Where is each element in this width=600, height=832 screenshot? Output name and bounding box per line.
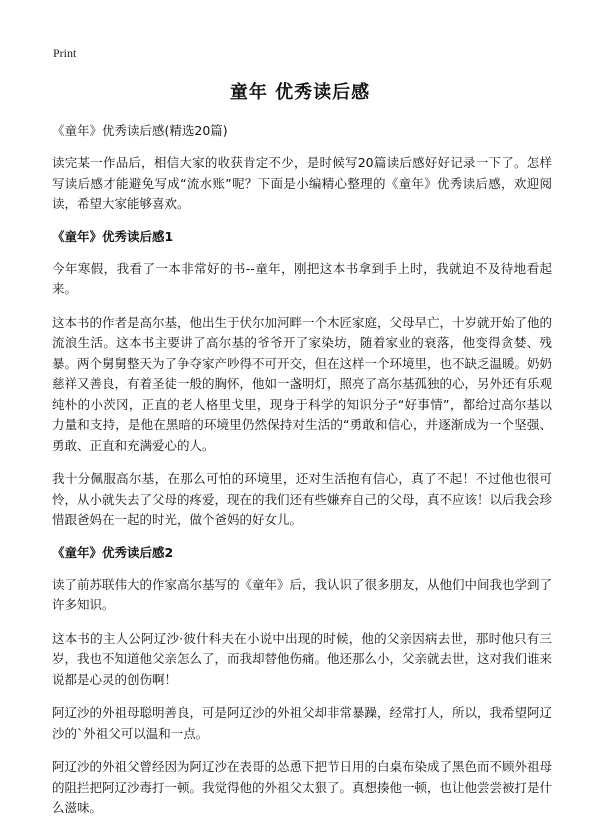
paragraph: 读了前苏联伟大的作家高尔基写的《童年》后，我认识了很多朋友，从他们中间我也学到了许多知识。 [52, 576, 553, 612]
section-heading: 《童年》优秀读后感1 [52, 228, 174, 244]
paragraph: 阿辽沙的外祖母聪明善良，可是阿辽沙的外祖父却非常暴躁，经常打人，所以，我希望阿辽沙的`外祖父可以温和一点。 [52, 705, 553, 741]
intro-paragraph: 读完某一作品后，相信大家的收获肯定不少，是时候写20篇读后感好好记录一下了。怎样写读后感才能避免写成“流水账”呢？下面是小编精心整理的《童年》优秀读后感，欢迎阅读，希望大家能够喜欢。 [52, 155, 552, 211]
paragraph: 今年寒假，我看了一本非常好的书--童年，刚把这本书拿到手上时，我就迫不及待地看起来。 [52, 260, 552, 296]
paragraph: 我十分佩服高尔基，在那么可怕的环境里，还对生活抱有信心，真了不起！不过他也很可怜，从小就失去了父母的疼爱，现在的我们还有些嫌弃自己的父母，真不应该！以后我会珍惜跟爸妈在一起的时光，做个爸妈的好女儿。 [52, 471, 553, 527]
page-title: 童年 优秀读后感 [229, 82, 371, 103]
section-heading: 《童年》优秀读后感2 [52, 544, 174, 560]
paragraph: 这本书的主人公阿辽沙·彼什科夫在小说中出现的时候，他的父亲因病去世，那时他只有三岁，我也不知道他父亲怎么了，而我却替他伤痛。他还那么小，父亲就去世，这对我们谁来说都是心灵的创伤啊！ [52, 630, 553, 687]
article-subtitle: 《童年》优秀读后感(精选20篇) [52, 123, 228, 138]
paragraph: 这本书的作者是高尔基，他出生于伏尔加河畔一个木匠家庭，父母早亡，十岁就开始了他的流浪生活。这本书主要讲了高尔基的爷爷开了家染坊，随着家业的衰落，他变得贪婪、残暴。两个舅舅整天为了争夺家产吵得不可开交，但在这样一个环境里，也不缺乏温暖。奶奶慈祥又善良，有着圣徒一般的胸怀，他如一盏明灯，照亮了高尔基孤独的心，另外还有乐观纯朴的小茨冈，正直的老人格里戈里，现身于科学的知识分子“好事情”，都给过高尔基以力量和支持，是他在黑暗的环境里仍然保持对生活的“勇敢和信心，并逐渐成为一个坚强、勇敢、正直和充满爱心的人。 [52, 314, 553, 453]
print-link[interactable]: Print [53, 46, 77, 60]
paragraph: 阿辽沙的外祖父曾经因为阿辽沙在表哥的怂恿下把节日用的白桌布染成了黑色而不顾外祖母的阻拦把阿辽沙毒打一顿。我觉得他的外祖父太狠了。真想揍他一顿，也让他尝尝被打是什么滋味。 [52, 759, 553, 815]
article-body [52, 122, 552, 832]
